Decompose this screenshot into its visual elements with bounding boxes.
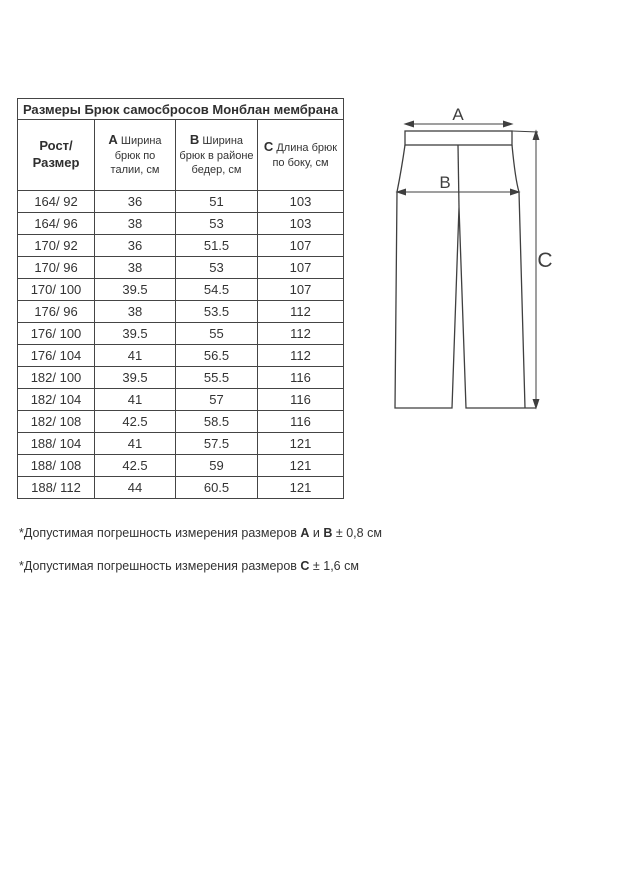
table-cell: 170/ 100: [18, 279, 95, 301]
table-cell: 121: [258, 477, 344, 499]
table-cell: 42.5: [95, 411, 176, 433]
table-cell: 41: [95, 345, 176, 367]
table-row: [18, 367, 344, 389]
waistband: [405, 131, 512, 145]
table-cell: 44: [95, 477, 176, 499]
table-cell: 39.5: [95, 323, 176, 345]
column-letter: A: [108, 132, 118, 148]
arrow-a-left-head: [405, 121, 414, 127]
table-cell: 51.5: [176, 235, 258, 257]
table-cell: 112: [258, 323, 344, 345]
table-cell: 121: [258, 455, 344, 477]
column-letter: C: [263, 139, 274, 155]
footnote-bold-letter: С: [300, 559, 310, 573]
table-row: [18, 323, 344, 345]
table-cell: 164/ 92: [18, 191, 95, 213]
table-row: [18, 411, 344, 433]
footnote-text: и: [309, 526, 324, 540]
table-title-row: [18, 99, 344, 120]
table-cell: 60.5: [176, 477, 258, 499]
pants-right-edge: [512, 145, 525, 408]
table-cell: 182/ 108: [18, 411, 95, 433]
arrow-b-right-head: [511, 189, 520, 195]
table-row: [18, 345, 344, 367]
table-cell: 107: [258, 235, 344, 257]
table-cell: 164/ 96: [18, 213, 95, 235]
table-row: [18, 301, 344, 323]
footnote-bold-letter: А: [300, 526, 310, 540]
pants-outline: [395, 131, 536, 408]
table-cell: 188/ 104: [18, 433, 95, 455]
table-cell: 112: [258, 345, 344, 367]
table-cell: 182/ 104: [18, 389, 95, 411]
table-cell: 107: [258, 257, 344, 279]
pants-diagram: [385, 95, 575, 430]
table-cell: 57: [176, 389, 258, 411]
size-table: [17, 98, 344, 499]
table-cell: 176/ 104: [18, 345, 95, 367]
table-cell: 42.5: [95, 455, 176, 477]
footnote-text: *Допустимая погрешность измерения размеров: [19, 559, 301, 573]
arrow-c-bottom-head: [533, 400, 539, 409]
measure-arrows: [397, 121, 539, 408]
table-cell: 41: [95, 389, 176, 411]
diagram-label-b: B: [439, 173, 451, 192]
table-row: [18, 213, 344, 235]
table-cell: 121: [258, 433, 344, 455]
table-cell: 170/ 92: [18, 235, 95, 257]
table-cell: 58.5: [176, 411, 258, 433]
table-cell: 116: [258, 367, 344, 389]
footnote-tolerance-c: [19, 559, 359, 573]
arrow-a-right-head: [504, 121, 513, 127]
pants-left-and-inner-edge: [395, 145, 536, 408]
table-cell: 103: [258, 191, 344, 213]
table-cell: 56.5: [176, 345, 258, 367]
arrow-b-left-head: [397, 189, 406, 195]
table-cell: 39.5: [95, 279, 176, 301]
table-cell: 39.5: [95, 367, 176, 389]
table-cell: 188/ 112: [18, 477, 95, 499]
footnote-text: ± 0,8 см: [332, 526, 382, 540]
table-cell: 176/ 100: [18, 323, 95, 345]
table-cell: 38: [95, 301, 176, 323]
table-header-row: [18, 120, 344, 191]
table-cell: 36: [95, 191, 176, 213]
table-row: [18, 257, 344, 279]
table-cell: 57.5: [176, 433, 258, 455]
column-header-3: C Длина брюк по боку, см: [258, 120, 344, 191]
table-cell: 55: [176, 323, 258, 345]
table-cell: 170/ 96: [18, 257, 95, 279]
table-cell: 53: [176, 257, 258, 279]
table-cell: 182/ 100: [18, 367, 95, 389]
table-cell: 54.5: [176, 279, 258, 301]
table-cell: 59: [176, 455, 258, 477]
table-cell: 41: [95, 433, 176, 455]
table-cell: 107: [258, 279, 344, 301]
diagram-label-a: A: [452, 105, 464, 124]
table-row: [18, 235, 344, 257]
table-row: [18, 279, 344, 301]
table-row: [18, 191, 344, 213]
table-cell: 188/ 108: [18, 455, 95, 477]
table-cell: 112: [258, 301, 344, 323]
footnote-text: ± 1,6 см: [309, 559, 359, 573]
column-header-1: A Ширина брюк по талии, см: [95, 120, 176, 191]
table-cell: 36: [95, 235, 176, 257]
table-cell: 176/ 96: [18, 301, 95, 323]
table-row: [18, 389, 344, 411]
table-cell: 53: [176, 213, 258, 235]
size-table-body: [18, 191, 344, 499]
column-letter: B: [189, 132, 200, 148]
table-row: [18, 455, 344, 477]
diagram-label-c: C: [537, 249, 553, 272]
footnote-bold-letter: В: [323, 526, 333, 540]
column-header-2: B Ширина брюк в районе бедер, см: [176, 120, 258, 191]
footnote-text: *Допустимая погрешность измерения размеров: [19, 526, 301, 540]
table-row: [18, 433, 344, 455]
table-row: [18, 477, 344, 499]
table-cell: 51: [176, 191, 258, 213]
column-header-0: Рост/Размер: [18, 120, 95, 191]
size-table-head: [18, 99, 344, 191]
arrow-c-extension-line: [512, 131, 538, 132]
table-title: Размеры Брюк самосбросов Монблан мембрана: [18, 99, 344, 120]
table-cell: 103: [258, 213, 344, 235]
table-cell: 116: [258, 411, 344, 433]
table-cell: 53.5: [176, 301, 258, 323]
table-cell: 38: [95, 213, 176, 235]
table-cell: 38: [95, 257, 176, 279]
footnote-tolerance-ab: [19, 526, 382, 540]
table-cell: 55.5: [176, 367, 258, 389]
center-crease-line: [458, 145, 459, 207]
table-cell: 116: [258, 389, 344, 411]
